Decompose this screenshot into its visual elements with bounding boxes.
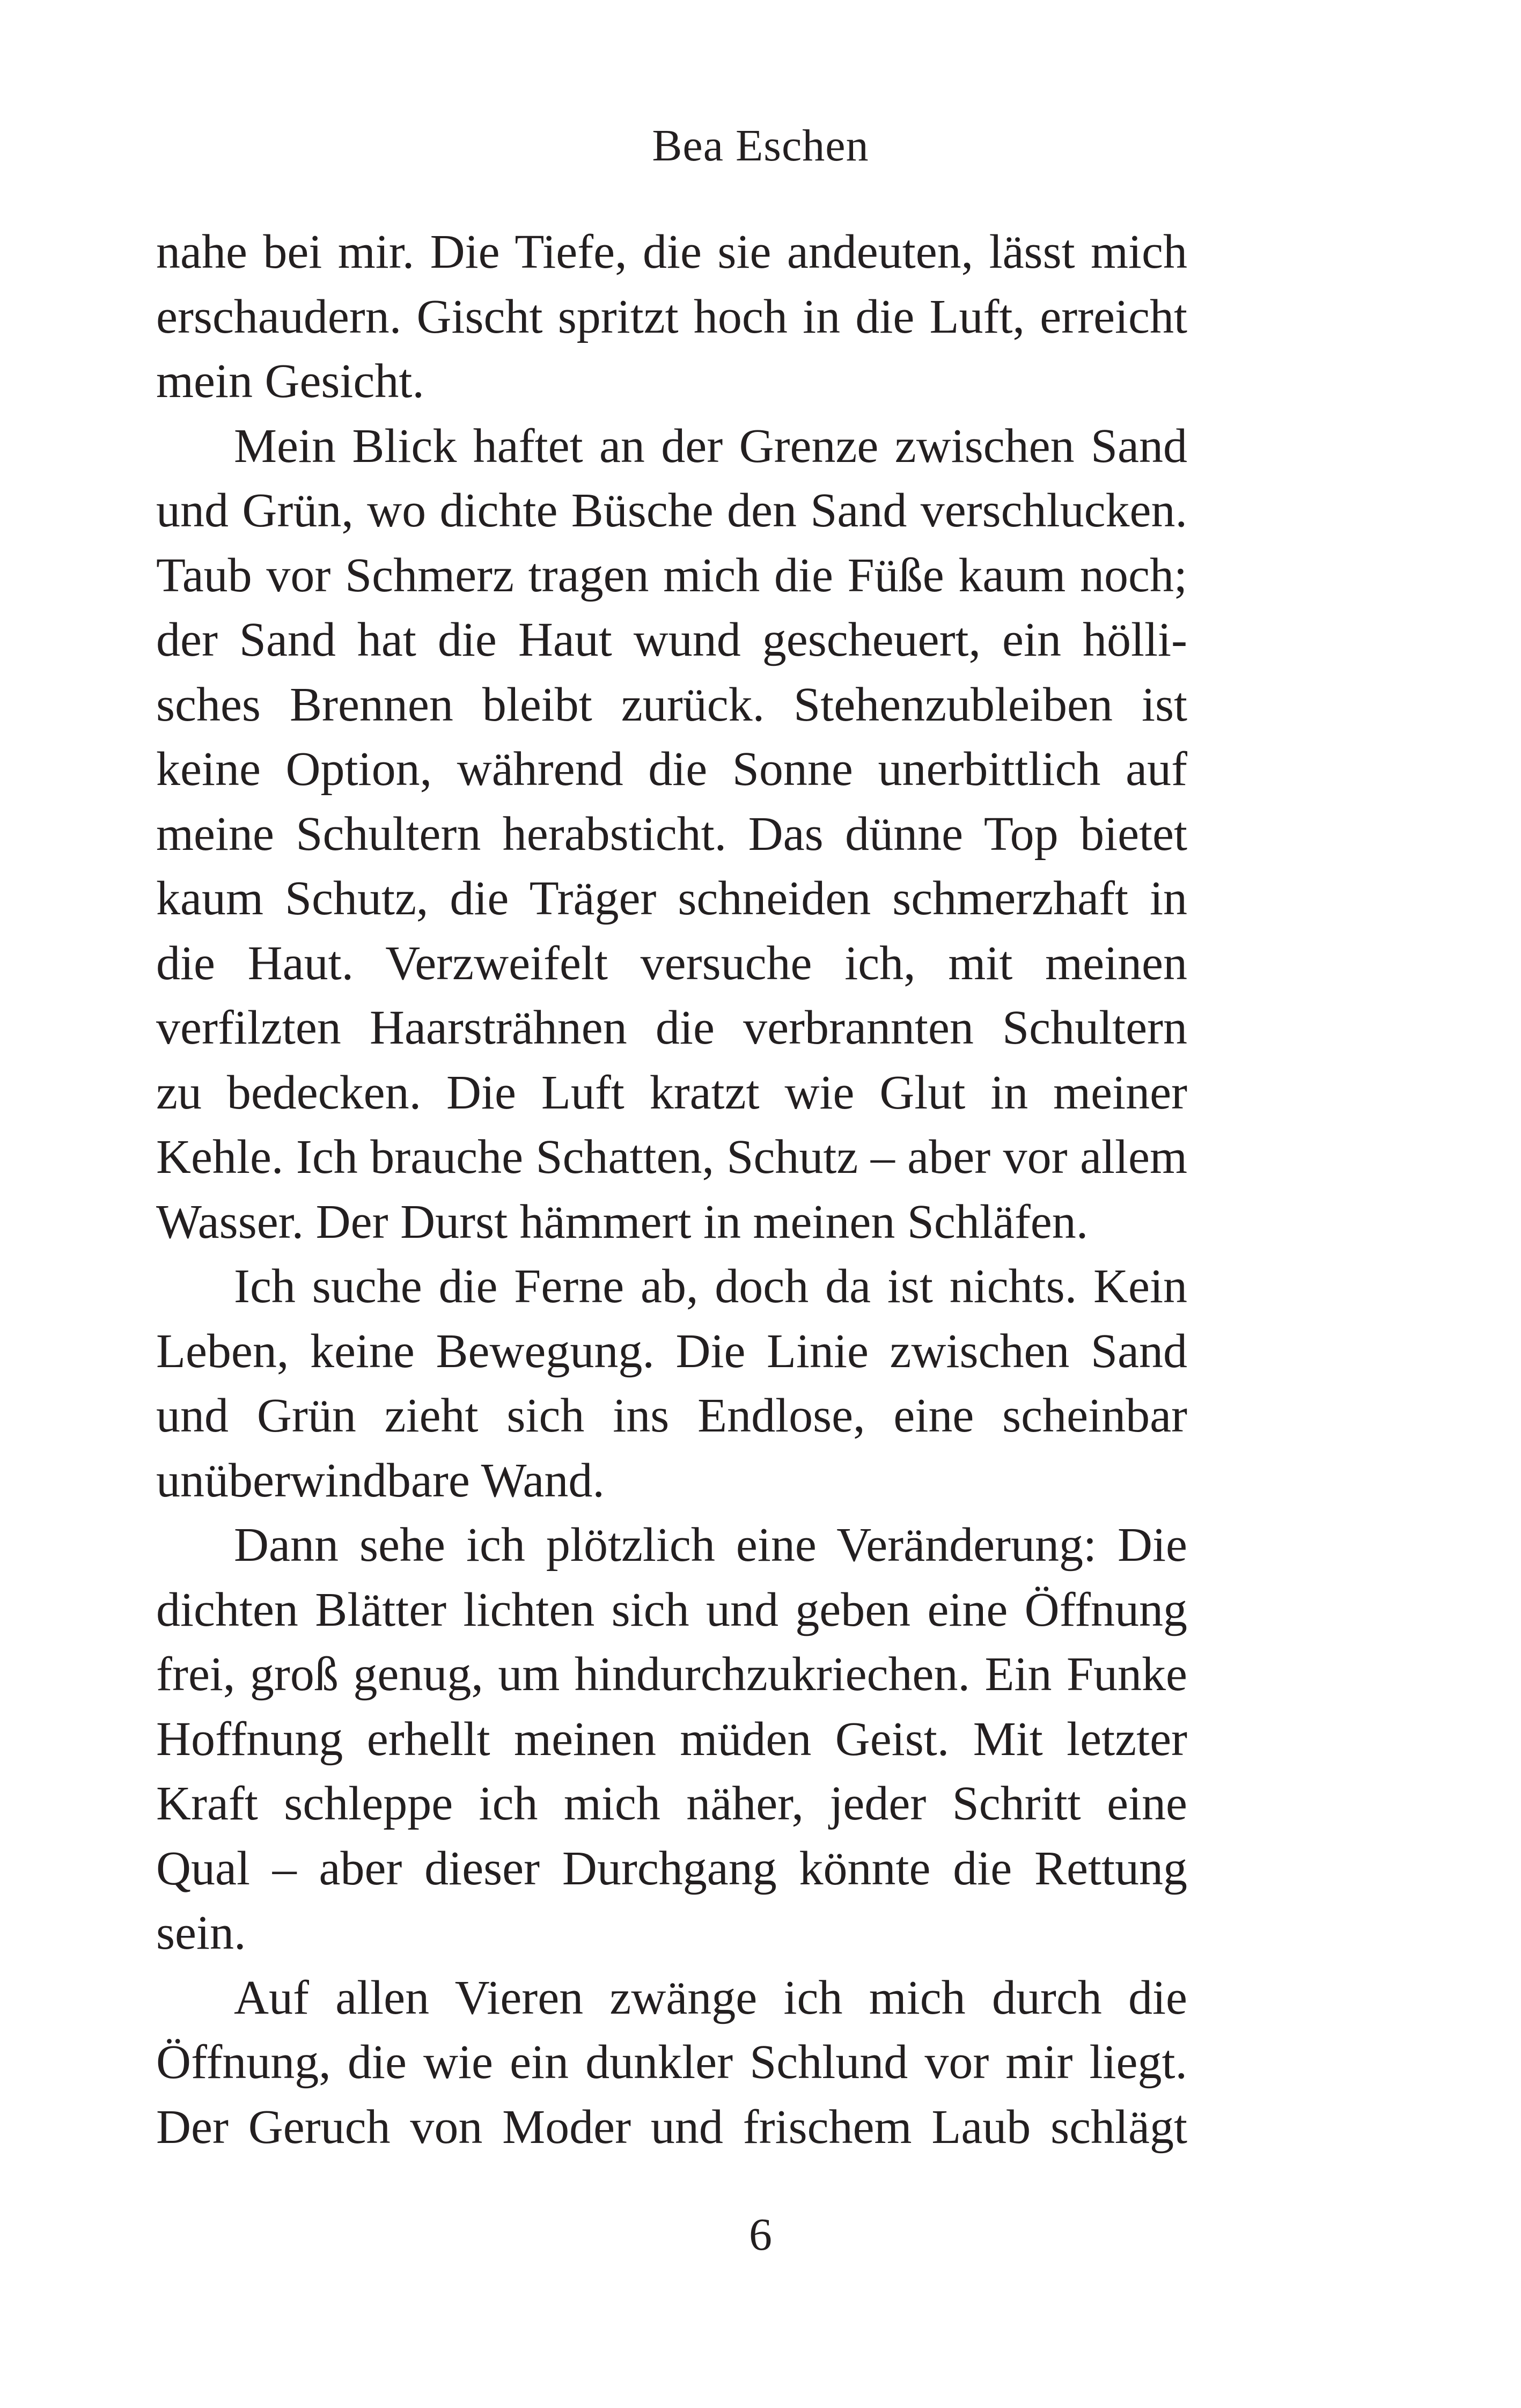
text-line: mein Gesicht. [156, 355, 424, 408]
text-line: der Sand hat die Haut wund gescheuert, ein hölli- [156, 613, 1187, 666]
text-line: Der Geruch von Moder und frischem Laub schlägt [156, 2100, 1187, 2154]
text-line: Leben, keine Bewegung. Die Linie zwischen Sand [156, 1324, 1187, 1378]
paragraph [156, 1254, 1187, 1513]
text-line: Auf allen Vieren zwänge ich mich durch die [234, 1971, 1187, 2024]
text-line: Qual – aber dieser Durchgang könnte die Rettung [156, 1841, 1187, 1895]
paragraph [156, 414, 1187, 1255]
text-line: Wasser. Der Durst hämmert in meinen Schläfen. [156, 1195, 1089, 1249]
running-header: Bea Eschen [652, 121, 869, 171]
text-line: und Grün zieht sich ins Endlose, eine scheinbar [156, 1389, 1187, 1442]
text-line: nahe bei mir. Die Tiefe, die sie andeuten, lässt mich [156, 225, 1187, 278]
text-line: Ich suche die Ferne ab, doch da ist nichts. Kein [234, 1260, 1187, 1313]
text-line: verfilzten Haarsträhnen die verbrannten Schultern [156, 1001, 1187, 1054]
text-line: keine Option, während die Sonne unerbittlich auf [156, 743, 1187, 796]
text-line: die Haut. Verzweifelt versuche ich, mit meinen [156, 936, 1187, 990]
text-line: meine Schultern herabsticht. Das dünne Top bietet [156, 807, 1187, 861]
text-line: Taub vor Schmerz tragen mich die Füße kaum noch; [156, 548, 1187, 602]
text-line: kaum Schutz, die Träger schneiden schmerzhaft in [156, 872, 1187, 925]
text-line: erschaudern. Gischt spritzt hoch in die Luft, erreicht [156, 290, 1187, 343]
paragraph [156, 1966, 1187, 2160]
text-line: Kraft schleppe ich mich näher, jeder Schritt eine [156, 1777, 1187, 1830]
text-line: Hoffnung erhellt meinen müden Geist. Mit letzter [156, 1712, 1187, 1766]
text-line: zu bedecken. Die Luft kratzt wie Glut in meiner [156, 1066, 1187, 1119]
text-line: Kehle. Ich brauche Schatten, Schutz – aber vor allem [156, 1130, 1187, 1184]
body-text [156, 220, 1187, 2160]
paragraph [156, 220, 1187, 414]
text-line: Dann sehe ich plötzlich eine Veränderung: Die [234, 1518, 1187, 1572]
text-line: dichten Blätter lichten sich und geben eine Öffnung [156, 1583, 1187, 1636]
page-number: 6 [749, 2208, 772, 2260]
text-line: Öffnung, die wie ein dunkler Schlund vor mir liegt. [156, 2036, 1187, 2089]
text-line: sein. [156, 1906, 246, 1959]
text-line: Mein Blick haftet an der Grenze zwischen Sand [234, 419, 1187, 473]
text-line: unüberwindbare Wand. [156, 1453, 605, 1507]
text-line: sches Brennen bleibt zurück. Stehenzubleiben ist [156, 678, 1187, 731]
text-line: frei, groß genug, um hindurchzukriechen. Ein Funke [156, 1648, 1187, 1701]
paragraph [156, 1513, 1187, 1966]
text-line: und Grün, wo dichte Büsche den Sand verschlucken. [156, 484, 1187, 537]
